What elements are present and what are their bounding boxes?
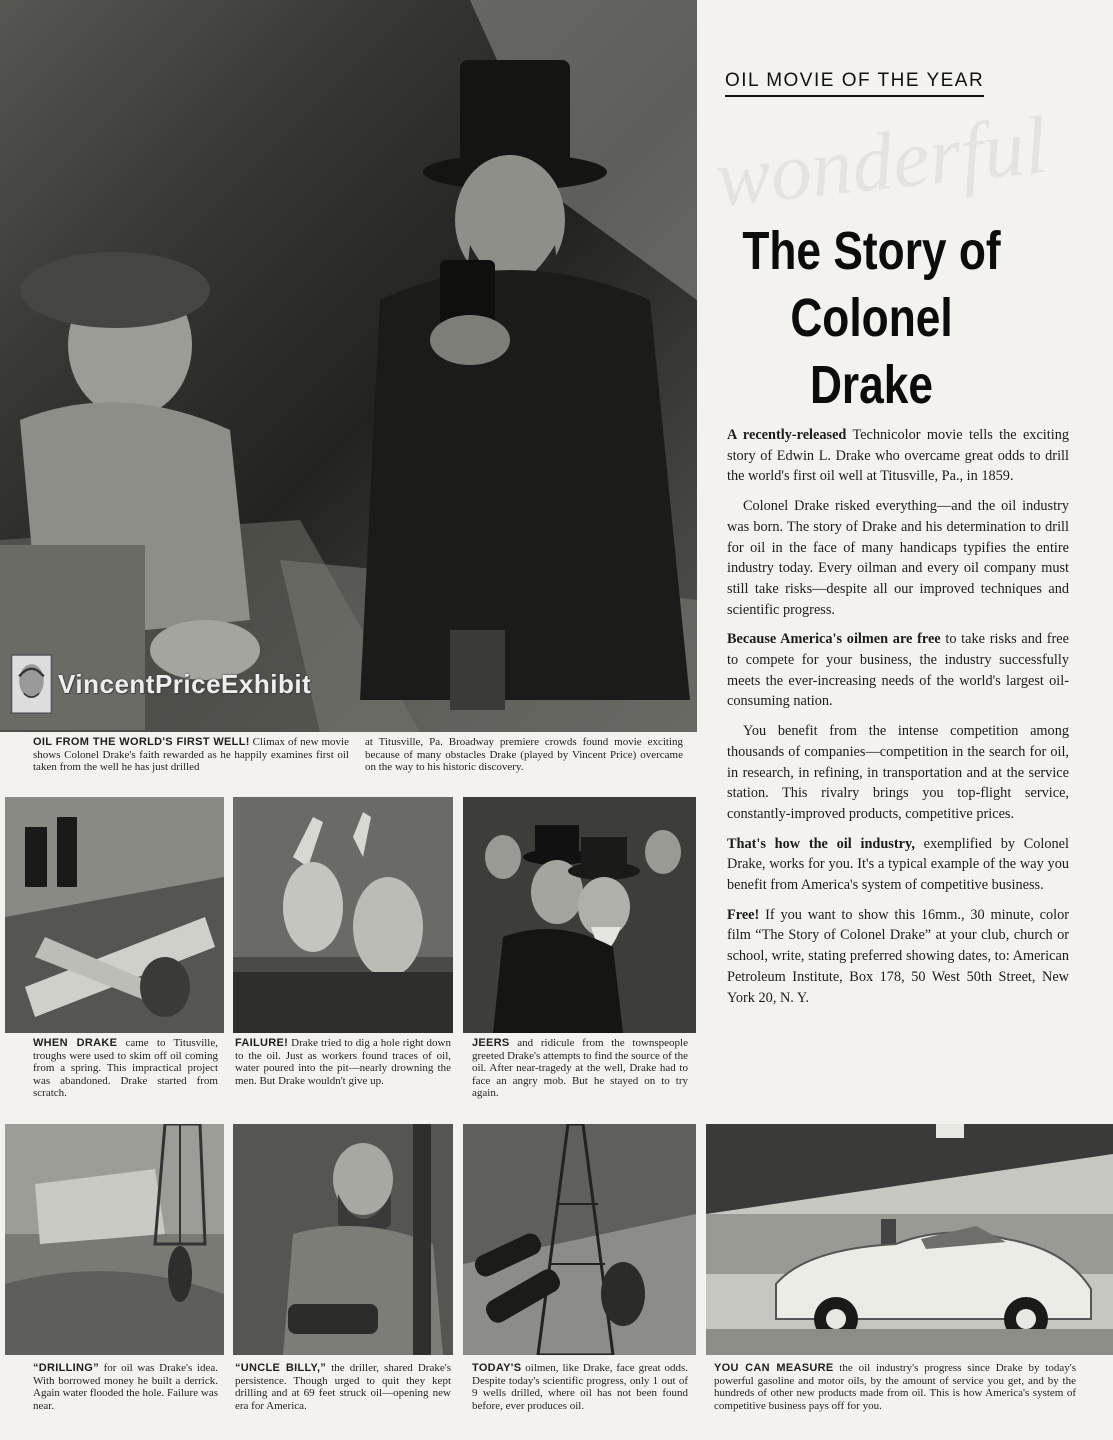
headline-line-1: The Story of <box>742 221 1001 281</box>
photo-when-drake <box>5 797 224 1033</box>
watermark-text: VincentPriceExhibit <box>58 669 312 699</box>
caption-todays: TODAY'S oilmen, like Drake, face great odds. Despite today's scientific progress, only 1 out of 9 wells drilled, where oil has not been found before, ever produces oil. <box>472 1362 688 1412</box>
photo-uncle-billy <box>233 1124 453 1355</box>
photo-jeers <box>463 797 696 1033</box>
photo-failure <box>233 797 453 1033</box>
caption-main-left: OIL FROM THE WORLD'S FIRST WELL! Climax of new movie shows Colonel Drake's faith rewarded as he happily examines first oil taken from the well he has just drilled <box>33 736 349 774</box>
kicker: OIL MOVIE OF THE YEAR <box>725 70 984 97</box>
photo-drake-first-oil <box>0 0 697 732</box>
caption-drilling: “DRILLING” for oil was Drake's idea. With borrowed money he built a derrick. Again water flooded the hole. Failure was near. <box>33 1362 218 1412</box>
paragraph-2: Colonel Drake risked everything—and the oil industry was born. The story of Drake and his determination to drill for oil in the face of many handicaps typifies the entire industry today. Every oilman and every oil company must still take risks—despite all our improved techniques and scientific progress. <box>727 498 1069 618</box>
paragraph-3: Because America's oilmen are free to take risks and free to compete for your business, the industry successfully meets the ever-increasing needs of the world's largest oil-consuming nation. <box>727 631 1069 710</box>
article-body <box>727 425 1069 1017</box>
caption-jeers: JEERS and ridicule from the townspeople greeted Drake's attempts to find the source of the oil. After near-tragedy at the well, Drake had to face an angry mob. But he stayed on to try again. <box>472 1037 688 1100</box>
headline <box>728 218 1015 419</box>
headline-line-2: Colonel Drake <box>790 288 953 415</box>
watermark-logo <box>2 645 332 730</box>
caption-uncle-billy: “UNCLE BILLY,” the driller, shared Drake's persistence. Though urged to quit they kept drilling and at 69 feet struck oil—opening new era for America. <box>235 1362 452 1412</box>
photo-todays-oilmen <box>463 1124 696 1355</box>
paragraph-1: A recently-released Technicolor movie tells the exciting story of Edwin L. Drake who overcame great odds to drill the world's first oil well at Titusville, Pa., in 1859. <box>727 427 1070 485</box>
background-script-lettering: wonderful <box>711 98 1052 225</box>
paragraph-6: Free! If you want to show this 16mm., 30 minute, color film “The Story of Colonel Drake” at your club, church or school, write, stating preferred showing dates, to: American Petroleum Institute, Box 178, 50 West 50th Street, New York 20, N. Y. <box>727 906 1069 1006</box>
caption-failure: FAILURE! Drake tried to dig a hole right down to the oil. Just as workers found traces of oil, water poured into the pit—nearly drowning the men. But Drake wouldn't give up. <box>235 1037 451 1087</box>
caption-main-right: at Titusville, Pa. Broadway premiere crowds found movie exciting because of many obstacles Drake (played by Vincent Price) overcame on the way to his historic discovery. <box>365 736 683 774</box>
paragraph-5: That's how the oil industry, exemplified by Colonel Drake, works for you. It's a typical example of the way you benefit from America's system of competitive business. <box>727 835 1070 894</box>
caption-you-can-measure: YOU CAN MEASURE the oil industry's progress since Drake by today's powerful gasoline and motor oils, by the amount of service you get, and by the hundreds of other new products made from oil. This is how America's system of competitive business pays off for you. <box>714 1362 1076 1412</box>
photo-service-station-car <box>706 1124 1113 1355</box>
photo-drilling <box>5 1124 224 1355</box>
paragraph-4: You benefit from the intense competition among thousands of companies—competition in the search for oil, in research, in refining, in transportation and at the service station. This rivalry brings you top-flight service, constantly-improved products, competitive prices. <box>727 723 1069 822</box>
caption-when-drake: WHEN DRAKE came to Titusville, troughs were used to skim off oil coming from a spring. This impractical project was abandoned. Drake started from scratch. <box>33 1037 218 1100</box>
